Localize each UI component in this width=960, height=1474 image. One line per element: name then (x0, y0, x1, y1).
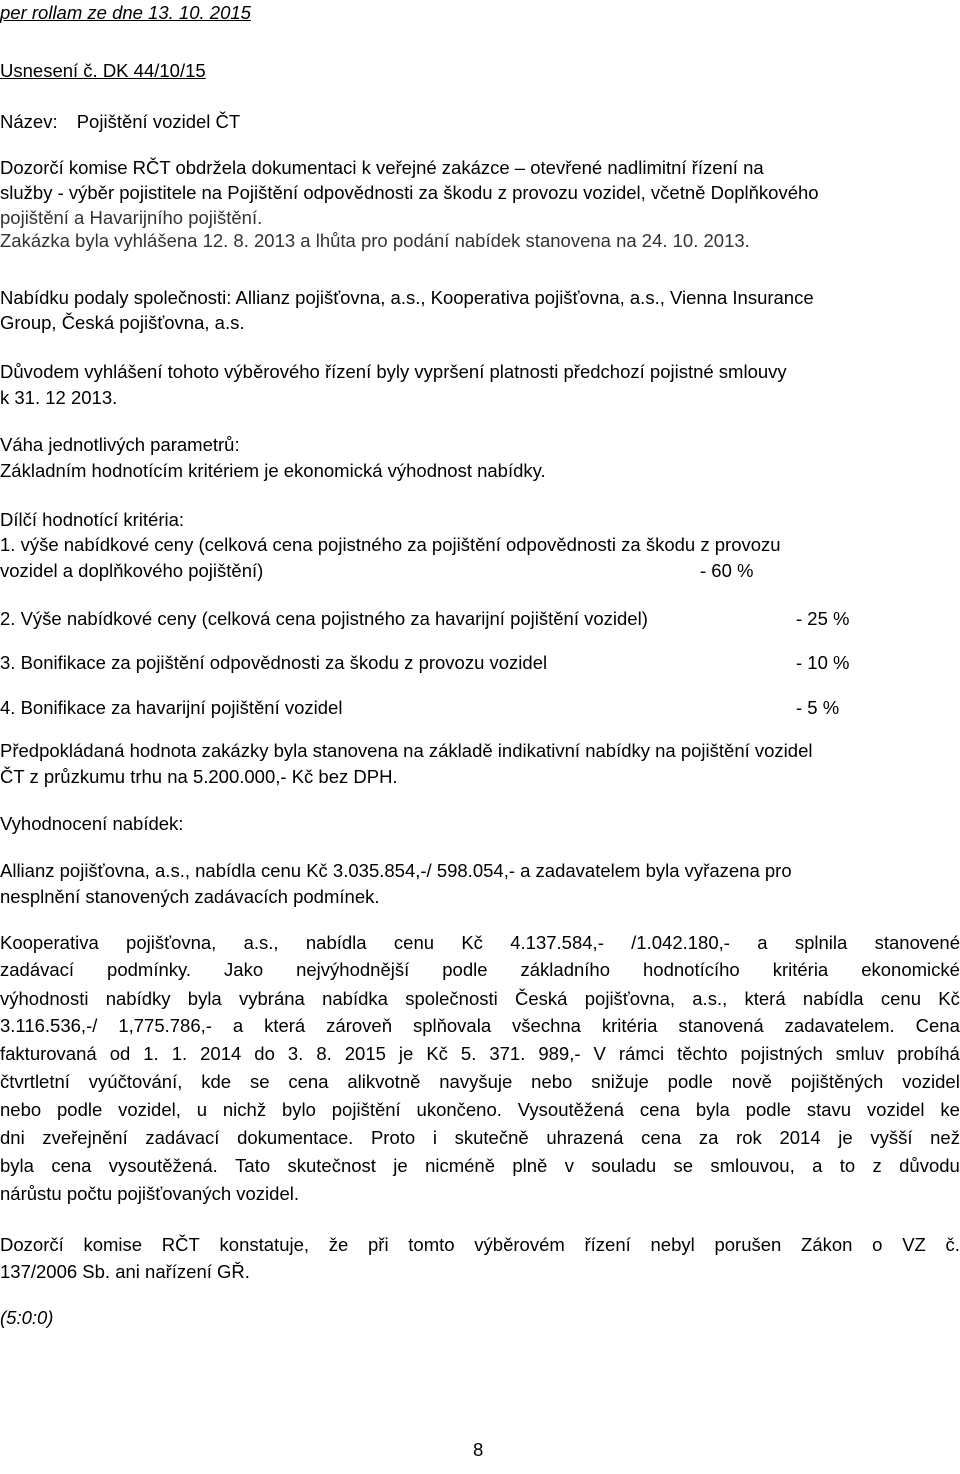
word: V (593, 1043, 606, 1064)
word: Tato (235, 1155, 271, 1176)
conclusion-line-2: 137/2006 Sb. ani nařízení GŘ. (0, 1261, 250, 1282)
word: nebyl (650, 1234, 695, 1255)
word: podle (57, 1099, 103, 1120)
word: vozidel, (118, 1099, 181, 1120)
word: cena (641, 1127, 682, 1148)
word: probíhá (897, 1043, 960, 1064)
word: cena (288, 1071, 329, 1092)
word: VZ (902, 1234, 926, 1255)
estimate-line-2: ČT z průzkumu trhu na 5.200.000,- Kč bez DPH. (0, 766, 398, 787)
word: ekonomické (861, 959, 960, 980)
word: 1. (171, 1043, 188, 1064)
word: vozidel (902, 1071, 960, 1092)
word: 4.137.584,- (510, 932, 604, 953)
word: zároveň (326, 1015, 392, 1036)
page-number: 8 (473, 1439, 484, 1460)
word: výhodnosti (0, 988, 89, 1009)
word: a (812, 1155, 823, 1176)
word: v (564, 1155, 574, 1176)
word: nabídla (305, 932, 367, 953)
criterion-1-weight: - 60 % (700, 560, 754, 581)
word: Česká (515, 988, 568, 1009)
word: souladu (591, 1155, 657, 1176)
word: /1.042.180,- (631, 932, 730, 953)
word: zveřejnění (42, 1127, 128, 1148)
word: i (432, 1127, 437, 1148)
word: Zákon (801, 1234, 853, 1255)
allianz-line-2: nesplnění stanovených zadávacích podmínek. (0, 886, 380, 907)
word: Kč (426, 1043, 448, 1064)
word: Vysoutěžená (517, 1099, 625, 1120)
word: konstatuje, (219, 1234, 310, 1255)
word: výběrovém (474, 1234, 565, 1255)
kooperativa-line-10: nárůstu počtu pojišťovaných vozidel. (0, 1183, 299, 1204)
word: nabídky (105, 988, 171, 1009)
word: a (232, 1015, 244, 1036)
word: která (744, 988, 786, 1009)
word: vyúčtování, (88, 1071, 183, 1092)
word: 1,775.786,- (118, 1015, 212, 1036)
main-criterion: Základním hodnotícím kritériem je ekonomická výhodnost nabídky. (0, 460, 546, 481)
word: Cena (915, 1015, 960, 1036)
word: pojišťovna, (126, 932, 217, 953)
criterion-3-weight: - 10 % (796, 652, 850, 673)
intro-line-1: Dozorčí komise RČT obdržela dokumentaci k veřejné zakázce – otevřené nadlimitní řízení na (0, 157, 764, 178)
word: porušen (714, 1234, 782, 1255)
word: důvodu (899, 1155, 960, 1176)
intro-line-2: služby - výběr pojistitele na Pojištění odpovědnosti za škodu z provozu vozidel, včetně Doplňkového (0, 182, 819, 203)
word: za (698, 1127, 719, 1148)
weights-heading: Váha jednotlivých parametrů: (0, 434, 240, 455)
word: řízení (584, 1234, 631, 1255)
word: fakturovaná (0, 1043, 97, 1064)
word: vysoutěžená. (108, 1155, 218, 1176)
kooperativa-line-7 (0, 1099, 960, 1121)
criterion-2-weight: - 25 % (796, 608, 850, 629)
word: a (757, 932, 768, 953)
word: pojištění (331, 1099, 401, 1120)
kooperativa-line-5 (0, 1043, 960, 1065)
word: a.s., (692, 988, 728, 1009)
word: vybrána (239, 988, 305, 1009)
word: 371. (489, 1043, 526, 1064)
criterion-4-weight: - 5 % (796, 697, 840, 718)
kooperativa-line-3 (0, 988, 960, 1010)
word: pojištěných (790, 1071, 884, 1092)
word: vyšší (870, 1127, 913, 1148)
word: pojišťovna, (584, 988, 675, 1009)
document-name (0, 111, 240, 133)
word: uhrazená (546, 1127, 624, 1148)
word: všechna (512, 1015, 581, 1036)
word: kde (201, 1071, 232, 1092)
word: cenu (880, 988, 921, 1009)
word: smlouvou, (710, 1155, 795, 1176)
word: 2015 (344, 1043, 386, 1064)
word: podle (667, 1071, 713, 1092)
word: těchto (677, 1043, 728, 1064)
evaluation-heading: Vyhodnocení nabídek: (0, 813, 184, 834)
criterion-4-text: 4. Bonifikace za havarijní pojištění vozidel (0, 697, 343, 718)
word: se (673, 1155, 694, 1176)
criterion-1-line-1: 1. výše nabídkové ceny (celková cena pojistného za pojištění odpovědnosti za škodu z provozu (0, 534, 781, 555)
estimate-line-1: Předpokládaná hodnota zakázky byla stanovena na základě indikativní nabídky na pojištění vozidel (0, 740, 813, 761)
word: zadávací (0, 959, 75, 980)
word: č. (945, 1234, 960, 1255)
word: ukončeno. (416, 1099, 502, 1120)
kooperativa-line-9 (0, 1155, 960, 1177)
conclusion-line-1 (0, 1234, 960, 1256)
sub-criteria-heading: Dílčí hodnotící kritéria: (0, 509, 185, 530)
word: nabídka (322, 988, 388, 1009)
word: 2014 (200, 1043, 242, 1064)
kooperativa-line-6 (0, 1071, 960, 1093)
name-label: Název: (0, 111, 58, 132)
word: zadavatelem. (784, 1015, 895, 1036)
word: 3.116.536,-/ (0, 1015, 98, 1036)
word: je (838, 1127, 853, 1148)
word: Proto (370, 1127, 416, 1148)
word: je (398, 1043, 414, 1064)
word: skutečnost (287, 1155, 376, 1176)
word: čtvrtletní (0, 1071, 70, 1092)
word: byla (187, 988, 222, 1009)
announcement-line-1: Zakázka byla vyhlášena 12. 8. 2013 a lhůta pro podání nabídek stanovena na 24. 10. 2013. (0, 230, 750, 251)
word: RČT (161, 1234, 200, 1255)
name-value: Pojištění vozidel ČT (76, 111, 241, 132)
word: byla (695, 1099, 730, 1120)
intro-line-3: pojištění a Havarijního pojištění. (0, 207, 263, 228)
word: z (872, 1155, 882, 1176)
word: byla (0, 1155, 34, 1176)
reason-line-2: k 31. 12 2013. (0, 387, 118, 408)
word: že (328, 1234, 349, 1255)
vote-result: (5:0:0) (0, 1307, 54, 1328)
word: od (109, 1043, 131, 1064)
word: nově (731, 1071, 772, 1092)
word: navyšuje (439, 1071, 513, 1092)
word: Kč (938, 988, 960, 1009)
criterion-2-text: 2. Výše nabídkové ceny (celková cena pojistného za havarijní pojištění vozidel) (0, 608, 648, 629)
word: nicméně (425, 1155, 495, 1176)
word: o (872, 1234, 883, 1255)
word: smluv (835, 1043, 885, 1064)
word: rámci (618, 1043, 665, 1064)
word: Jako (224, 959, 264, 980)
word: snižuje (591, 1071, 649, 1092)
reason-line-1: Důvodem vyhlášení tohoto výběrového řízení byly vypršení platnosti předchozí pojistné smlouvy (0, 361, 787, 382)
word: 1. (143, 1043, 159, 1064)
word: při (368, 1234, 389, 1255)
word: podmínky. (107, 959, 192, 980)
word: komise (83, 1234, 143, 1255)
word: 989,- (538, 1043, 581, 1064)
word: to (839, 1155, 856, 1176)
resolution-title: Usnesení č. DK 44/10/15 (0, 60, 206, 81)
word: cena (51, 1155, 92, 1176)
word: podle (745, 1099, 791, 1120)
word: stanovené (874, 932, 960, 953)
word: je (393, 1155, 408, 1176)
word: základního (520, 959, 610, 980)
word: cena (639, 1099, 681, 1120)
word: Kč (461, 932, 483, 953)
announcement-line-3: Group, Česká pojišťovna, a.s. (0, 312, 245, 333)
word: do (254, 1043, 275, 1064)
word: než (930, 1127, 960, 1148)
kooperativa-line-8 (0, 1127, 960, 1149)
word: kritéria (601, 1015, 658, 1036)
kooperativa-line-2 (0, 959, 960, 981)
date-line: per rollam ze dne 13. 10. 2015 (0, 2, 251, 23)
kooperativa-line-4 (0, 1015, 960, 1037)
word: nejvýhodnější (296, 959, 410, 980)
word: 5. (460, 1043, 477, 1064)
word: ke (940, 1099, 960, 1120)
word: vozidel (866, 1099, 925, 1120)
word: dni (0, 1127, 25, 1148)
word: se (249, 1071, 270, 1092)
word: plně (512, 1155, 548, 1176)
kooperativa-line-1 (0, 932, 960, 954)
word: splňovala (412, 1015, 492, 1036)
word: nabídla (802, 988, 864, 1009)
word: nichž (222, 1099, 267, 1120)
word: Dozorčí (0, 1234, 64, 1255)
word: která (264, 1015, 306, 1036)
word: cenu (393, 932, 435, 953)
word: stanovená (678, 1015, 764, 1036)
word: 2014 (779, 1127, 821, 1148)
word: Kooperativa (0, 932, 99, 953)
word: dokumentace. (237, 1127, 354, 1148)
criterion-1-line-2: vozidel a doplňkového pojištění) (0, 560, 264, 581)
word: 8. (316, 1043, 332, 1064)
word: bylo (281, 1099, 316, 1120)
word: podle (442, 959, 488, 980)
word: stavu (806, 1099, 852, 1120)
word: zadávací (145, 1127, 220, 1148)
criterion-3-text: 3. Bonifikace za pojištění odpovědnosti za škodu z provozu vozidel (0, 652, 548, 673)
word: 3. (287, 1043, 304, 1064)
word: splnila (794, 932, 848, 953)
word: pojistných (740, 1043, 823, 1064)
announcement-line-2: Nabídku podaly společnosti: Allianz pojišťovna, a.s., Kooperativa pojišťovna, a.s., Vienna Insurance (0, 287, 814, 308)
word: společnosti (405, 988, 498, 1009)
word: alikvotně (347, 1071, 421, 1092)
word: a.s., (243, 932, 279, 953)
word: nebo (531, 1071, 573, 1092)
word: kritéria (772, 959, 829, 980)
word: skutečně (454, 1127, 529, 1148)
word: u (196, 1099, 208, 1120)
word: rok (736, 1127, 762, 1148)
word: hodnotícího (643, 959, 740, 980)
word: tomto (408, 1234, 455, 1255)
allianz-line-1: Allianz pojišťovna, a.s., nabídla cenu Kč 3.035.854,-/ 598.054,- a zadavatelem byla vyřazena pro (0, 860, 792, 881)
word: nebo (0, 1099, 42, 1120)
